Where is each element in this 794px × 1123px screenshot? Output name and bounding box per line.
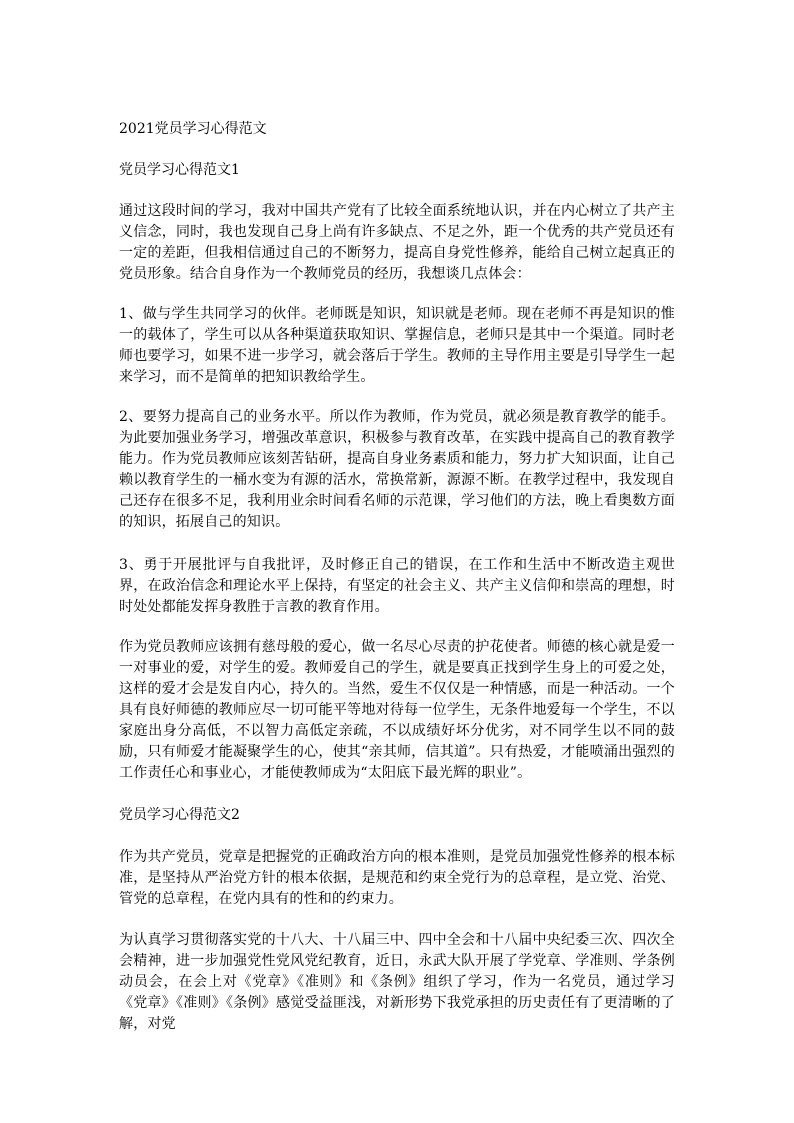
section2-heading: 党员学习心得范文2 — [119, 807, 240, 823]
section1-paragraph-point1: 1、做与学生共同学习的伙伴。老师既是知识，知识就是老师。现在老师不再是知识的惟一的载体了，学生可以从各种渠道获取知识、掌握信息，老师只是其中一个渠道。同时老师也要学习，如果不进一步学习，就会落后于学生。教师的主导作用主要是引导学生一起来学习，而不是简单的把知识教给学生。 — [119, 306, 675, 385]
section1-paragraph-love: 作为党员教师应该拥有慈母般的爱心，做一名尽心尽责的护花使者。师德的核心就是爱一一对事业的爱，对学生的爱。教师爱自己的学生，就是要真正找到学生身上的可爱之处，这样的爱才会是发自内心，持久的。当然，爱生不仅仅是一种情感，而是一种活动。一个具有良好师德的教师应尽一切可能平等地对待每一位学生，无条件地爱每一个学生，不以家庭出身分高低，不以智力高低定亲疏，不以成绩好坏分优劣，对不同学生以不同的鼓励，只有师爱才能凝聚学生的心，使其“亲其师，信其道”。只有热爱，才能喷涌出强烈的工作责任心和事业心，才能使教师成为“太阳底下最光辉的职业”。 — [119, 639, 675, 781]
document-title: 2021党员学习心得范文 — [119, 121, 267, 137]
section1-paragraph-point3: 3、勇于开展批评与自我批评，及时修正自己的错误，在工作和生活中不断改造主观世界，在政治信念和理论水平上保持，有坚定的社会主义、共产主义信仰和崇高的理想，时时处处都能发挥身教胜于言教的教育作用。 — [119, 557, 675, 615]
section2-paragraph-study: 为认真学习贯彻落实党的十八大、十八届三中、四中全会和十八届中央纪委三次、四次全会精神，进一步加强党性党风党纪教育，近日，永武大队开展了学党章、学准则、学条例动员会，在会上对《党章》《准则》和《条例》组织了学习，作为一名党员，通过学习《党章》《准则》《条例》感觉受益匪浅，对新形势下我党承担的历史责任有了更清晰的了解，对党 — [119, 932, 675, 1032]
section1-paragraph-point2: 2、要努力提高自己的业务水平。所以作为教师，作为党员，就必须是教育教学的能手。为此要加强业务学习，增强改革意识，积极参与教育改革，在实践中提高自己的教育教学能力。作为党员教师应该刻苦钻研，提高自身业务素质和能力，努力扩大知识面，让自己赖以教育学生的一桶水变为有源的活水，常换常新，源源不断。在教学过程中，我发现自己还存在很多不足，我利用业余时间看名师的示范课，学习他们的方法，晚上看奥数方面的知识，拓展自己的知识。 — [119, 409, 675, 530]
section2-paragraph-constitution: 作为共产党员，党章是把握党的正确政治方向的根本准则，是党员加强党性修养的根本标准，是坚持从严治党方针的根本依据，是规范和约束全党行为的总章程，是立党、治党、管党的总章程，在党内具有的性和的约束力。 — [119, 849, 675, 907]
section1-heading: 党员学习心得范文1 — [119, 162, 240, 178]
section1-paragraph-intro: 通过这段时间的学习，我对中国共产党有了比较全面系统地认识，并在内心树立了共产主义信念，同时，我也发现自己身上尚有许多缺点、不足之外，距一个优秀的共产党员还有一定的差距，但我相信通过自己的不断努力，提高自身党性修养，能给自己树立起真正的党员形象。结合自身作为一个教师党员的经历，我想谈几点体会： — [119, 203, 675, 282]
